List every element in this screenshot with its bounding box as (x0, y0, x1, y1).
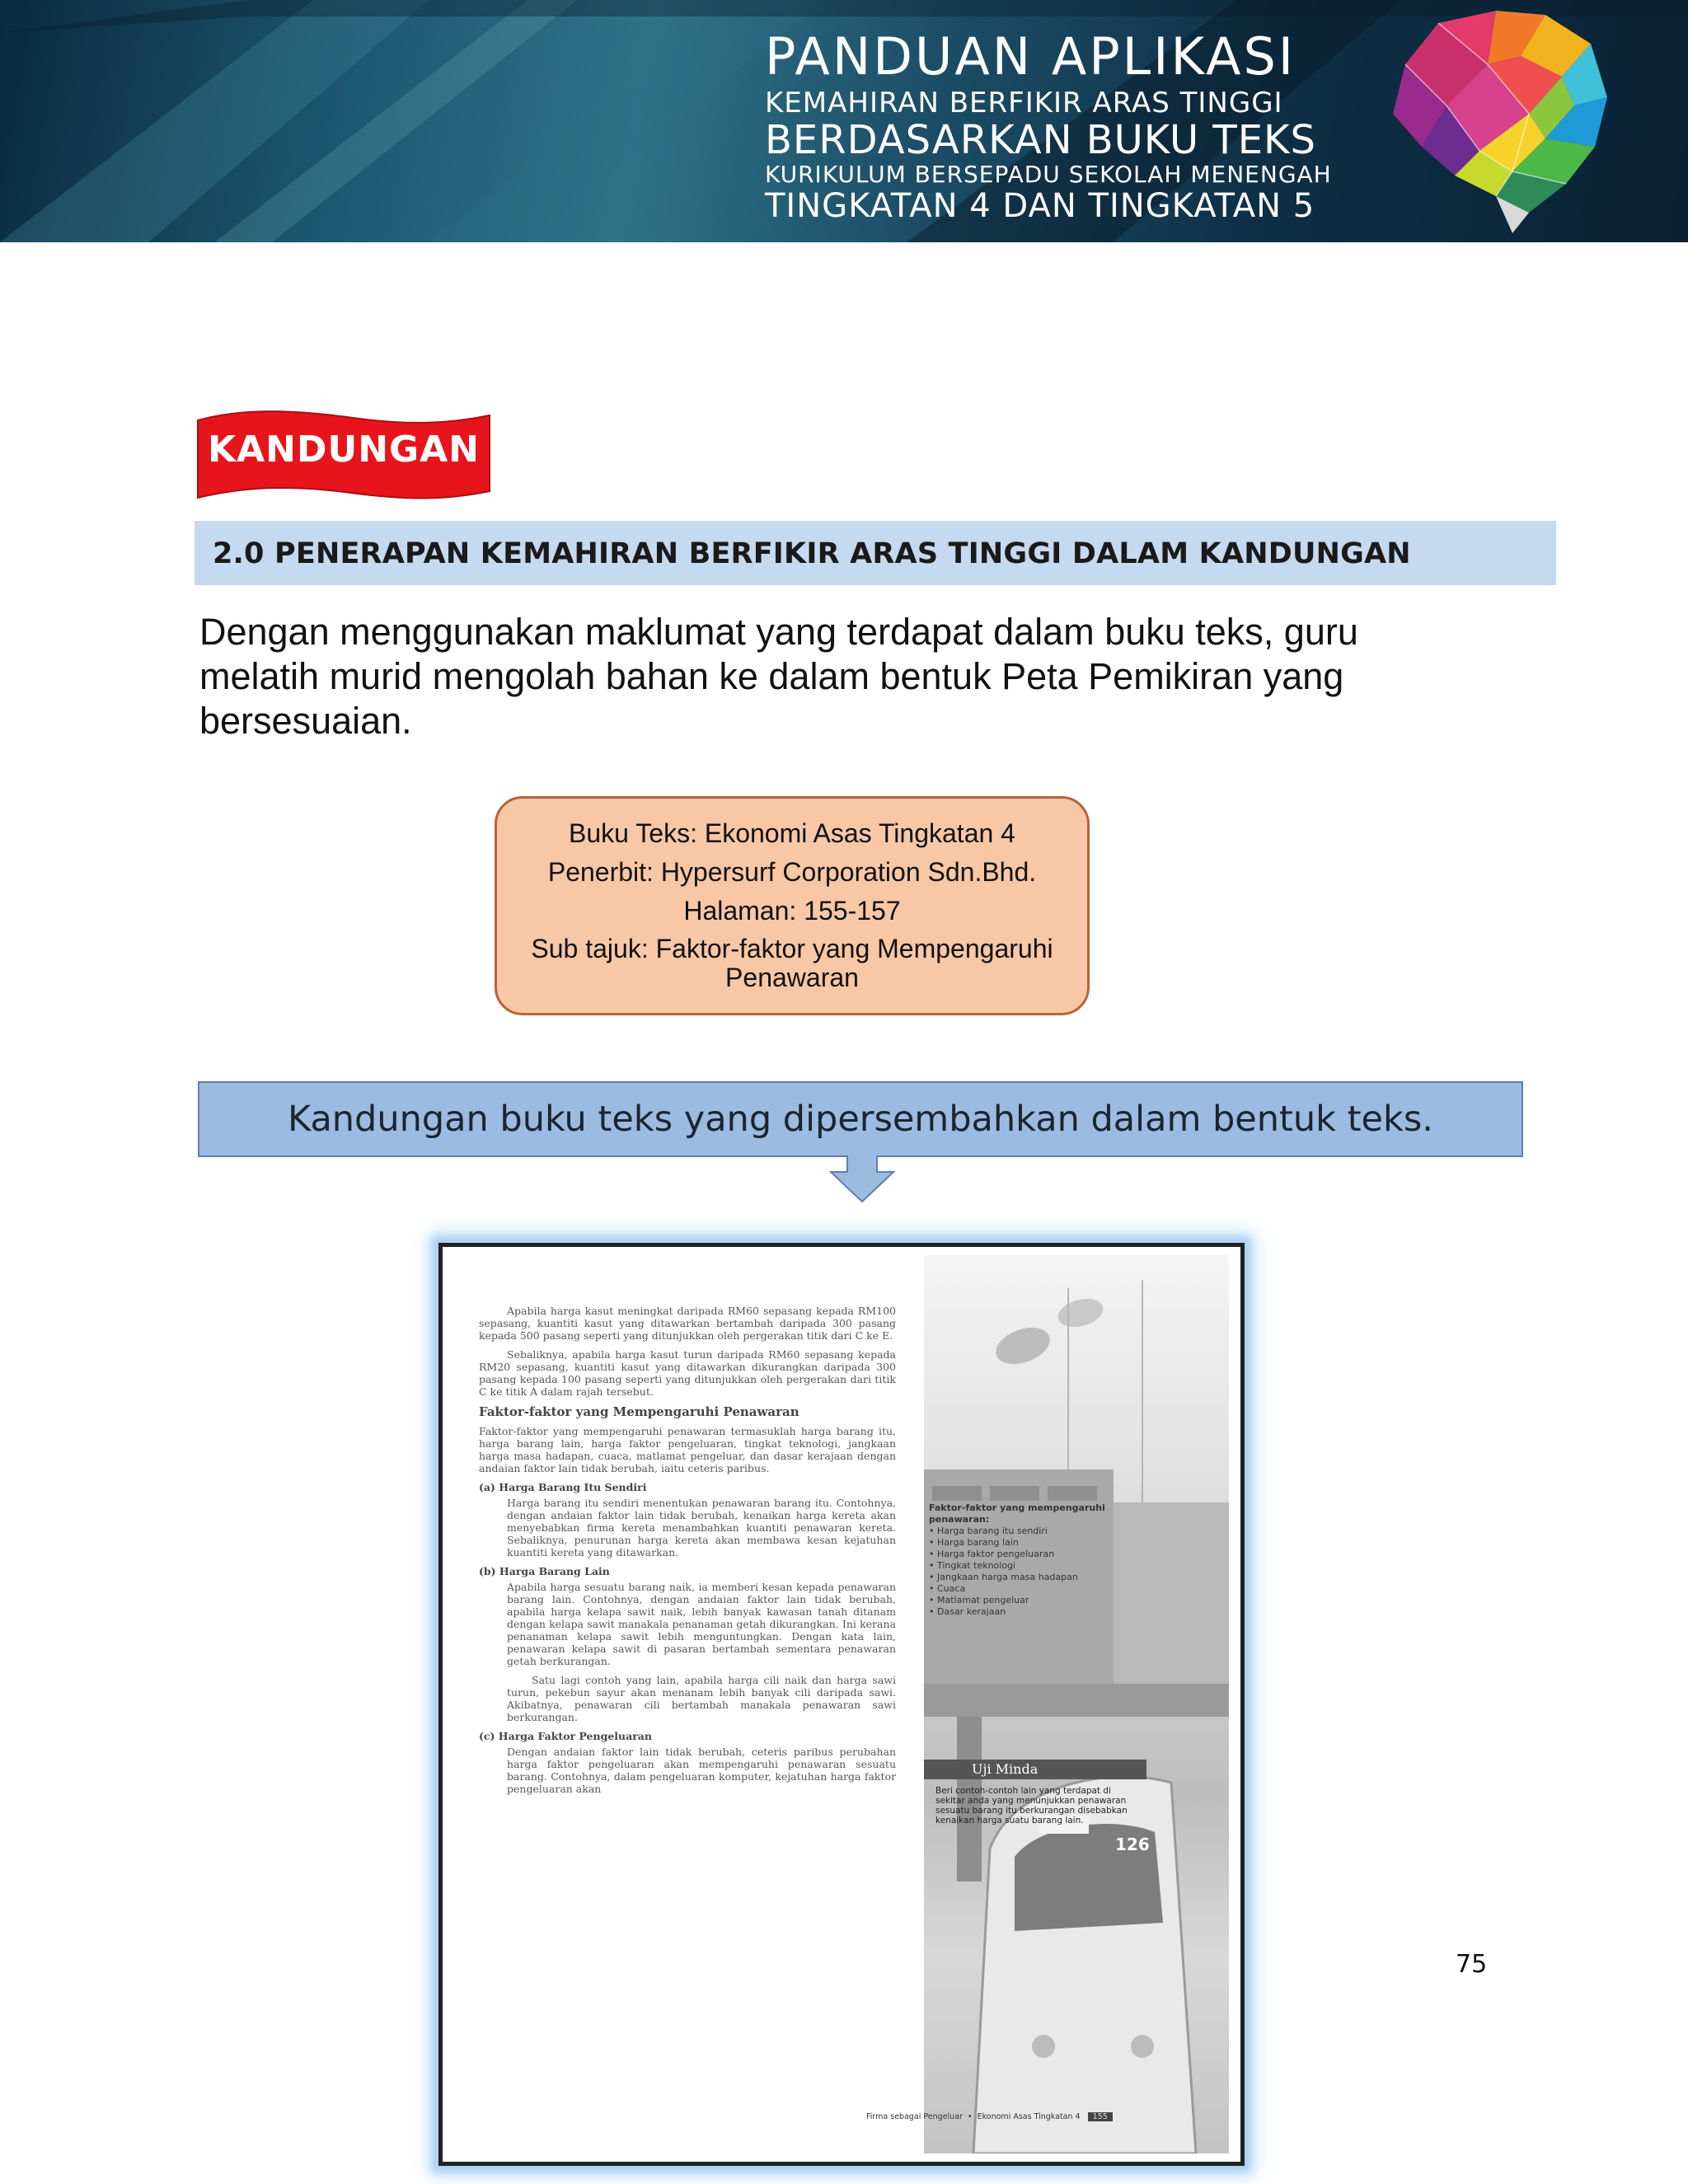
info-subtitle: Sub tajuk: Faktor-faktor yang Mempengaruhi Penawaran (531, 934, 1053, 992)
footer-left: Firma sebagai Pengeluar (866, 2112, 963, 2121)
uji-minda-banner (924, 1760, 1146, 1779)
tb-para-2: Sebaliknya, apabila harga kasut turun daripada RM60 sepasang kepada RM20 sepasang, kuantiti kasut yang ditawarkan dikurangkan daripada 300 pasang kepada 100 pasang seperti yang ditunjukkan oleh pergerakan dari titik C ke titik A dalam rajah tersebut. (479, 1348, 896, 1398)
banner-line-4: KURIKULUM BERSEPADU SEKOLAH MENENGAH (765, 161, 1332, 188)
tb-para-1: Apabila harga kasut meningkat daripada RM60 sepasang kepada RM100 sepasang, kuantiti kasut yang ditawarkan bertambah daripada 300 pasang kepada 500 pasang seperti yang ditunjukkan oleh pergerakan titik dari C ke E. (479, 1305, 896, 1342)
tb-para-a: Harga barang itu sendiri menentukan penawaran barang itu. Contohnya, dengan andaian faktor lain tidak berubah, kenaikan harga kereta akan menyebabkan firma kereta menambahkan kuantiti penawaran kereta. Sebaliknya, penurunan harga kereta akan membawa kesan kejatuhan kuantiti kereta yang ditawarkan. (507, 1497, 896, 1558)
banner-line-1: PANDUAN APLIKASI (765, 26, 1296, 87)
brain-logo-icon (1389, 7, 1611, 236)
side-item: • Matlamat pengeluar (929, 1595, 1029, 1605)
city-train-illustration (924, 1255, 1229, 2154)
banner-line-5: TINGKATAN 4 DAN TINGKATAN 5 (765, 187, 1315, 225)
kandungan-label: KANDUNGAN (207, 429, 481, 471)
info-pages: Halaman: 155-157 (683, 896, 901, 926)
train-number: 126 (1115, 1835, 1150, 1854)
footer-page-number: 155 (1088, 2112, 1113, 2121)
page-number: 75 (1456, 1950, 1488, 1979)
banner-line-2: KEMAHIRAN BERFIKIR ARAS TINGGI (765, 87, 1283, 120)
footer-mid: Ekonomi Asas Tingkatan 4 (977, 2112, 1081, 2121)
tb-para-3: Faktor-faktor yang mempengaruhi penawaran termasuklah harga barang itu, harga barang lain, harga faktor pengeluaran, tingkat teknologi, jangkaan harga masa hadapan, cuaca, matlamat pengeluar, dan dasar kerajaan dengan andaian faktor lain tidak berubah, iaitu ceteris paribus. (479, 1425, 896, 1474)
tb-item-a: (a) Harga Barang Itu Sendiri (479, 1481, 647, 1493)
intro-paragraph: Dengan menggunakan maklumat yang terdapat dalam buku teks, guru melatih murid mengolah bahan ke dalam bentuk Peta Pemikiran yang bersesuaian. (199, 611, 1358, 742)
side-item: • Dasar kerajaan (929, 1606, 1006, 1617)
side-item: • Cuaca (929, 1583, 966, 1594)
textbook-footer: Firma sebagai Pengeluar • Ekonomi Asas Tingkatan 4 155 (866, 2112, 1229, 2121)
tb-para-c: Dengan andaian faktor lain tidak berubah, ceteris paribus perubahan harga faktor pengeluaran akan mempengaruhi penawaran sesuatu barang. Contohnya, dalam pengeluaran komputer, kejatuhan harga faktor pengeluaran akan (507, 1746, 896, 1795)
side-item: • Harga barang lain (929, 1537, 1019, 1548)
textbook-side-box (929, 1502, 1143, 1618)
uji-minda-text: Beri contoh-contoh lain yang terdapat di sekitar anda yang menunjukkan penawaran sesuatu barang itu berkurangan disebabkan kenaikan harga suatu barang lain. (935, 1786, 1128, 1825)
info-book: Buku Teks: Ekonomi Asas Tingkatan 4 (569, 818, 1015, 848)
textbook-info-box (495, 796, 1090, 1015)
textbook-page-inner (454, 1255, 1229, 2154)
uji-minda-label: Uji Minda (972, 1761, 1039, 1777)
side-item: • Harga barang itu sendiri (929, 1526, 1048, 1536)
side-item: • Tingkat teknologi (929, 1560, 1016, 1571)
down-arrow-icon (829, 1155, 895, 1203)
tb-heading: Faktor-faktor yang Mempengaruhi Penawaran (479, 1404, 799, 1419)
tb-item-b: (b) Harga Barang Lain (479, 1565, 610, 1577)
side-box-title: Faktor-faktor yang mempengaruhi penawaran: (929, 1502, 1105, 1525)
tb-item-c: (c) Harga Faktor Pengeluaran (479, 1730, 652, 1742)
section-title: 2.0 PENERAPAN KEMAHIRAN BERFIKIR ARAS TINGGI DALAM KANDUNGAN (213, 537, 1411, 570)
textbook-photo-column (924, 1255, 1229, 2154)
banner-line-3: BERDASARKAN BUKU TEKS (765, 117, 1316, 163)
tb-para-b: Apabila harga sesuatu barang naik, ia memberi kesan kepada penawaran barang lain. Contohnya, dengan andaian faktor lain tidak berubah, apabila harga kelapa sawit naik, lebih banyak kawasan tanah ditanam dengan kelapa sawit manakala penanaman getah dikurangkan. Ini kerana penanaman kelapa sawit lebih menguntungkan. Dengan kata lain, penawaran kelapa sawit di pasaran bertambah sementara penawaran getah berkurangan. (507, 1581, 896, 1667)
side-item: • Jangkaan harga masa hadapan (929, 1572, 1078, 1582)
tb-para-b2: Satu lagi contoh yang lain, apabila harga cili naik dan harga sawi turun, pekebun sayur akan menanam lebih banyak cili daripada sawi. Akibatnya, penawaran cili bertambah manakala penawaran sawi berkurangan. (507, 1674, 896, 1723)
textbook-page-image (438, 1243, 1245, 2166)
section-heading-bar (195, 521, 1556, 585)
header-banner (0, 0, 1688, 242)
banner-title-block (765, 26, 1332, 225)
callout-text: Kandungan buku teks yang dipersembahkan dalam bentuk teks. (288, 1099, 1433, 1140)
info-publisher: Penerbit: Hypersurf Corporation Sdn.Bhd. (547, 857, 1037, 887)
callout-bar (198, 1081, 1523, 1157)
textbook-text-column (479, 1305, 896, 1802)
side-item: • Harga faktor pengeluaran (929, 1549, 1055, 1559)
